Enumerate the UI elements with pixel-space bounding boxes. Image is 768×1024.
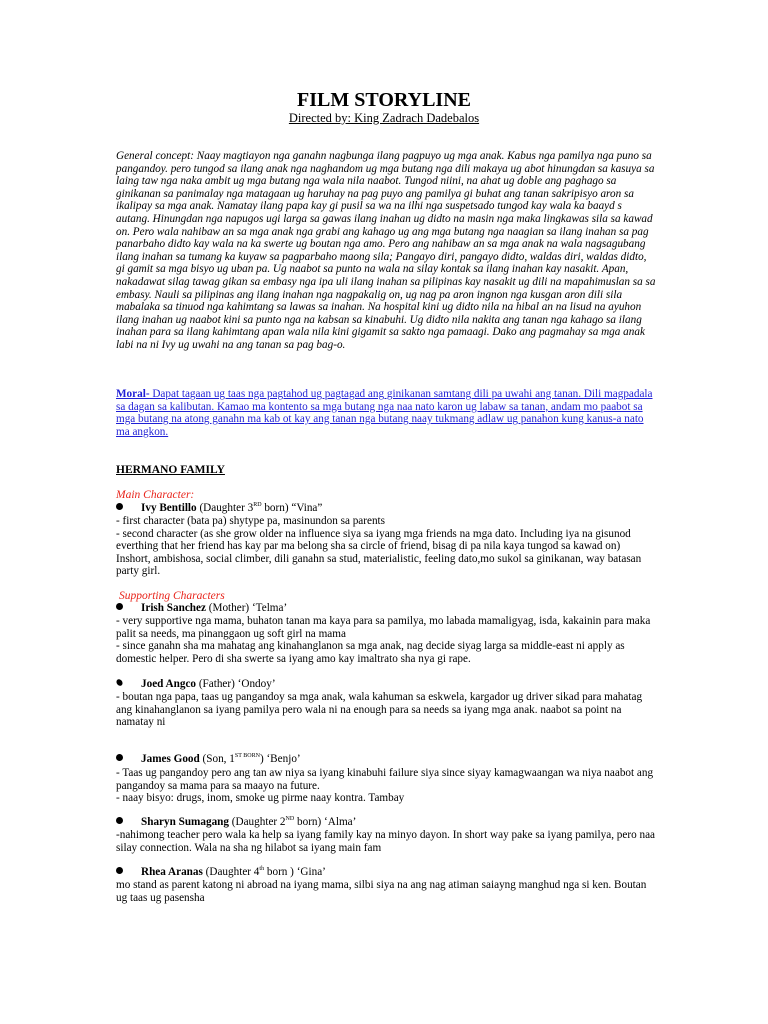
ordinal-suffix: th — [259, 866, 265, 872]
character-role: (Father) ‘Ondoy’ — [196, 678, 276, 690]
character-description-james: - Taas ug pangandoy pero ang tan aw niya sa iyang kinabuhi failure siya since siyay kamagwaangan wa niya naabot ang pangandoy sa mama para sa maayo na future. - naay bisyo: drugs, inom, smoke ug pirme naay kontra. Tambay — [116, 767, 654, 805]
character-name: Ivy Bentillo — [141, 502, 197, 514]
character-heading-joed — [116, 678, 276, 691]
bullet-icon — [115, 678, 124, 687]
bullet-icon — [116, 603, 123, 610]
character-description-rhea: mo stand as parent katong ni abroad na iyang mama, silbi siya na ang nag atiman saiayng manghud nga si ken. Boutan ug taas ug pasensha — [116, 879, 647, 904]
moral-text: Dapat tagaan ug taas nga pagtahod ug pagtagad ang ginikanan samtang dili pa uwahi ang tanan. Dili magpadala sa dagan sa kalibutan. Kamao ma kontento sa mga butang nga naa nato karon ug labaw sa tanan, andam mo paabot sa mga butang na atong ganahn ma kab ot kay ang tanan nga butang naay tukmang adlaw ug panahon kung kanus-a nato ma angkon. — [116, 388, 653, 438]
moral-label: Moral- — [116, 388, 150, 400]
character-role: (Daughter 3 — [196, 502, 254, 514]
ordinal-suffix: RD — [253, 502, 262, 508]
character-role: (Mother) ‘Telma’ — [205, 602, 288, 614]
document-title: FILM STORYLINE — [297, 89, 471, 111]
character-role: (Son, 1 — [199, 753, 235, 765]
character-nickname: born ) ‘Gina’ — [264, 866, 326, 878]
character-role: (Daughter 2 — [228, 816, 286, 828]
general-concept-paragraph: General concept: Naay magtiayon nga ganahn nagbunga ilang pagpuyo ug mga anak. Kabus nga pamilya nga puno sa pangandoy. pero tungod sa ilang anak nga naghandom ug mga butang nga dili makaya ug abot hinungdan sa kasuya sa laing taw nga naka ambit ug mga butang nga wala nila naabot. Tungod niini, na ahat ug doble ang paghago sa ginikanan sa panimalay nga matagaan ug haruhay na pag puyo ang pamilya gi buhat ang tanan sakripisyo aron sa ikalipay sa mga anak. Namatay ilang papa kay gi pusil sa wa na ilhi nga suspetsado tungod kay wala ka baayd s autang. Hinungdan nga napugos ugi larga sa gawas ilang inahan ug didto na masin nga maka lingkawas sila sa kawad on. Pero wala nahibaw an sa mga anak nga grabi ang kahago ug ang mga butang nga naagian sa ilang inahan sa pag panarbaho didto kay wala na ka swerte ug boutan nga amo. Pero ang nahibaw an sa mga anak na wala nagsagubang ilang inahan sa tumang ka kuyaw sa pagparbaho maong sila; Pangayo diri, pangayo didto, waldas diri, waldas didto, gi gamit sa mga bisyo ug uban pa. Ug naabot sa punto na wala na silay kontak sa ilang inahan kay nasakit. Apan, nakadawat silag tawag gikan sa embasy nga ipa uli ilang inahan sa pilipinas kay nasakit ug dili na mapahimuslan sa sa embasy. Nauli sa pilipinas ang ilang inahan nga nagpakalig on, ug nag pa aron ingnon nga kusgan aron dili sila mabalaka sa tinuod nga kahimtang sa lawas sa inahan. Na hospital kini ug didto nila na hibal an na lisud na ayuhon ilang inahan ug naabot kini sa punto nga na kabsan sa kinabuhi. Ug didto nila nakita ang tanan nga kahago sa ilang inahan para sa ilang kahimtang apan wala nila kini gigamit sa sakto nga pamaagi. Dako ang pagmahay sa mga anak labi na ni Ivy ug uwahi na ang tanan sa pag bag-o. — [116, 150, 656, 351]
character-nickname: born) “Vina” — [261, 502, 323, 514]
character-heading-james — [116, 753, 301, 766]
character-role: (Daughter 4 — [202, 866, 260, 878]
bullet-icon — [116, 503, 123, 510]
bullet-icon — [116, 754, 123, 761]
bullet-icon — [116, 817, 123, 824]
character-heading-ivy — [116, 502, 322, 515]
character-nickname: ) ‘Benjo’ — [259, 753, 301, 765]
character-name: James Good — [141, 753, 200, 765]
character-description-irish: - very supportive nga mama, buhaton tanan ma kaya para sa pamilya, mo labada mamaligyag, isda, kakainin para maka palit sa needs, ma pinanggaon ug soft girl na mama - since ganahn sha ma mahatag ang kinahanglanon sa mga anak, nag decide siyag larga sa middle-east ni apply as domestic helper. Pero di sha swerte sa iyang amo kay imaltrato sha nya gi rape. — [116, 615, 651, 665]
character-description-ivy: - first character (bata pa) shytype pa, masinundon sa parents - second character (as she grow older na influence siya sa iyang mga friends na mga dato. Including iya na gisunod everthing that her friend has kay par ma belong sha sa circle of friend, bisag di pa nila kaya tungod sa kawad on) Inshort, ambishosa, social climber, dili ganahn sa stud, materialistic, feeling dato,mo sukol sa ginikanan, way batasan party girl. — [116, 515, 642, 578]
character-heading-sharyn — [116, 816, 356, 829]
character-heading-irish — [116, 602, 287, 615]
supporting-characters-label: Supporting Characters — [119, 590, 225, 602]
character-description-joed: - boutan nga papa, taas ug pangandoy sa mga anak, wala kahuman sa eskwela, kargador ug driver sikad para mahatag ang kinahanglanon sa iyang pamilya pero wala ni na enough para sa needs sa iyang mga anak. naabot sa point na namatay ni — [116, 691, 643, 729]
character-nickname: born) ‘Alma’ — [294, 816, 357, 828]
ordinal-suffix: ND — [285, 816, 295, 822]
character-heading-rhea — [116, 866, 326, 879]
main-character-label: Main Character: — [116, 489, 195, 501]
character-name: Sharyn Sumagang — [141, 816, 229, 828]
director-credit: Directed by: King Zadrach Dadebalos — [288, 111, 480, 125]
character-description-sharyn: -nahimong teacher pero wala ka help sa iyang family kay na minyo dayon. In short way pake sa iyang pamilya, pero naa silay connection. Wala na sha ng hilabot sa iyang main fam — [116, 829, 655, 854]
family-heading: HERMANO FAMILY — [116, 464, 225, 476]
character-name: Irish Sanchez — [141, 602, 206, 614]
moral-paragraph — [116, 388, 656, 438]
ordinal-suffix: ST BORN — [234, 753, 260, 759]
character-name: Rhea Aranas — [141, 866, 203, 878]
bullet-icon — [116, 867, 123, 874]
character-name: Joed Angco — [141, 678, 197, 690]
